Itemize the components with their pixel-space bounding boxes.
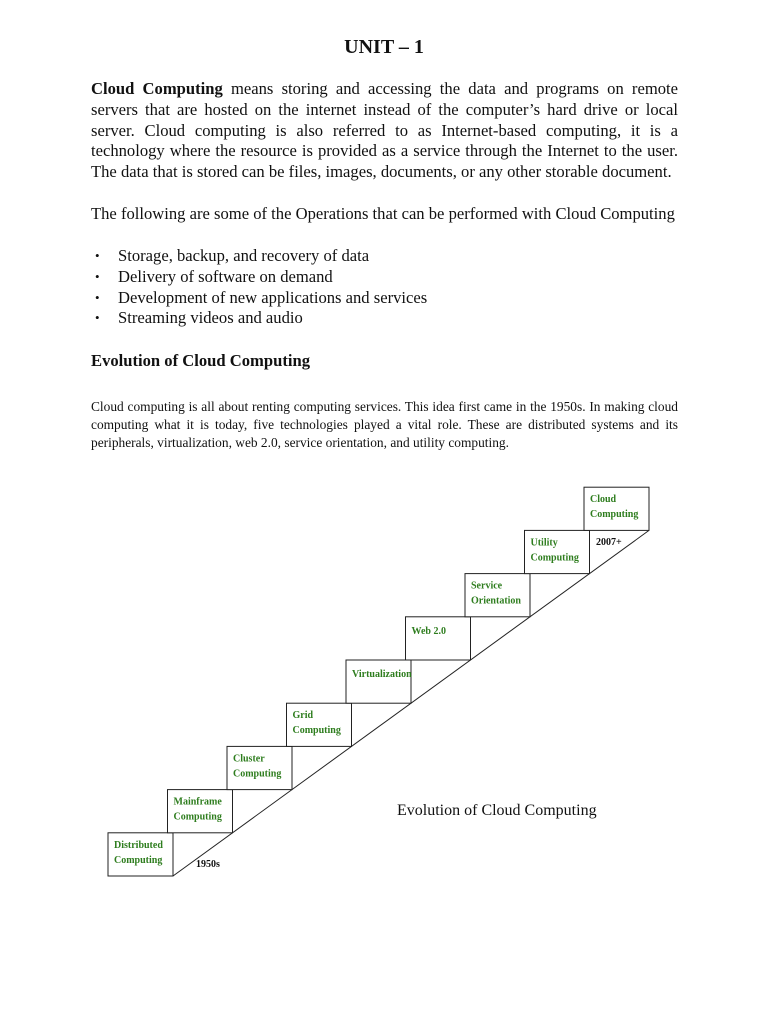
- step-label-line: Computing: [292, 725, 341, 737]
- start-year-label: 1950s: [196, 859, 220, 870]
- intro-term: Cloud Computing: [91, 79, 223, 98]
- step-label-line: Computing: [233, 768, 282, 780]
- step-label-line: Grid: [292, 710, 314, 722]
- bullet-icon: •: [95, 268, 100, 284]
- page-title: UNIT – 1: [344, 36, 424, 58]
- step-label-line: Virtualization: [352, 669, 412, 680]
- bullet-icon: •: [95, 310, 100, 326]
- bullet-icon: •: [95, 248, 100, 263]
- step-label-line: Cloud: [590, 494, 617, 506]
- intro-body: means storing and accessing the data and programs on remote servers that are hosted on the internet instead of the computer’s hard drive or local server. Cloud computing is also referred to as Internet-based computing, it is a technology where the resource is provided as a service through the Internet to the user. The data that is stored can be files, images, documents, or any other storable document.: [91, 79, 679, 182]
- step-box: [346, 660, 411, 703]
- step-box: [406, 617, 471, 660]
- diagram-title: Evolution of Cloud Computing: [397, 802, 597, 819]
- step-label-line: Cluster: [233, 753, 265, 765]
- step-label-line: Service: [471, 580, 503, 592]
- evolution-paragraph: Cloud computing is all about renting computing services. This idea first came in the 1950s. In making cloud computing what it is today, five technologies played a vital role. These are distributed systems and its peripherals, virtualization, web 2.0, service orientation, and utility computing.: [91, 399, 678, 450]
- list-item-text: Streaming videos and audio: [118, 308, 303, 328]
- diagonal-line: [173, 530, 649, 876]
- operations-intro: The following are some of the Operations that can be performed with Cloud Computing: [91, 204, 675, 223]
- step-label-line: Distributed: [114, 839, 163, 851]
- step-label: [412, 626, 446, 637]
- step-label-line: Computing: [590, 509, 639, 521]
- end-year-label: 2007+: [596, 537, 622, 548]
- step-label-line: Web 2.0: [411, 625, 446, 637]
- step-label: [352, 669, 412, 680]
- step-label-line: Mainframe: [173, 796, 222, 808]
- step-label-line: Computing: [173, 811, 222, 823]
- bullet-icon: •: [95, 289, 100, 305]
- step-label-line: Utility: [530, 537, 558, 549]
- step-label-line: Orientation: [471, 595, 521, 607]
- list-item-text: Delivery of software on demand: [118, 266, 333, 286]
- list-item-text: Storage, backup, and recovery of data: [118, 246, 370, 265]
- step-label-line: Computing: [530, 552, 579, 564]
- evolution-heading: Evolution of Cloud Computing: [91, 351, 311, 370]
- list-item-text: Development of new applications and services: [118, 287, 428, 307]
- step-label-line: Computing: [114, 854, 163, 866]
